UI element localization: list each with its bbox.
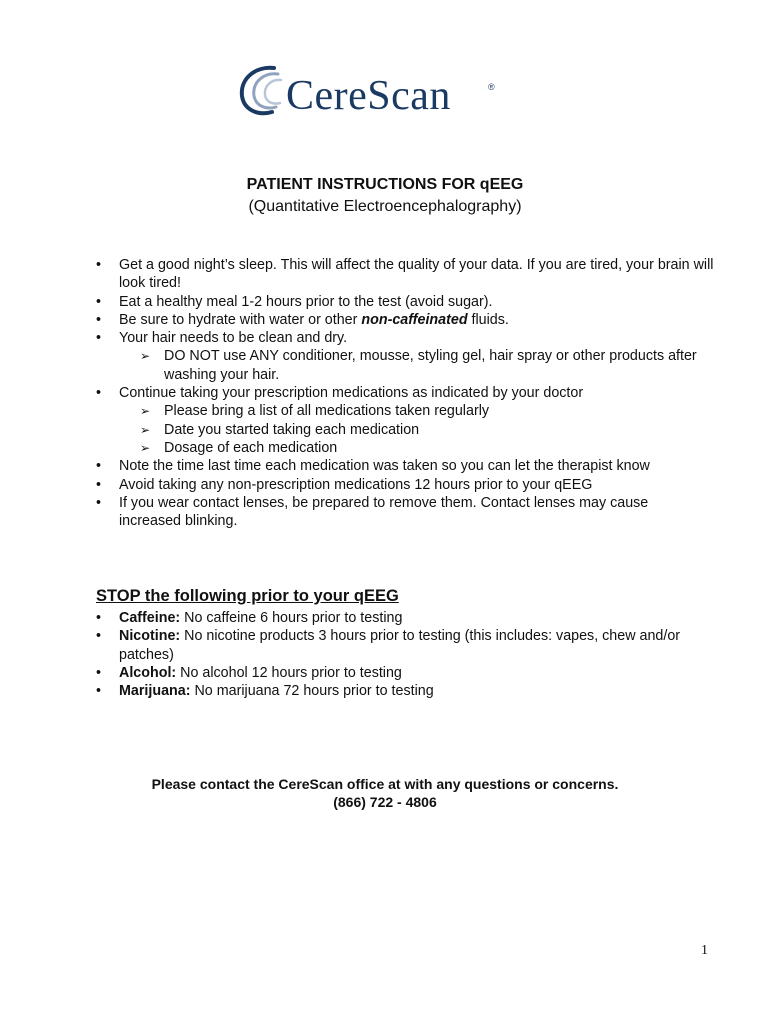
sub-list-item: ➢ Dosage of each medication [94, 439, 714, 457]
list-item: • Your hair needs to be clean and dry. [94, 329, 714, 347]
contact-phone: (866) 722 - 4806 [333, 794, 437, 810]
item-label: Alcohol: [119, 664, 177, 681]
item-label: Nicotine: [119, 628, 181, 645]
list-item [94, 664, 714, 682]
list-item: • Get a good night’s sleep. This will affect the quality of your data. If you are tired, your brain will look tired! [94, 256, 714, 293]
item-label: Marijuana: [119, 683, 191, 700]
list-item [94, 627, 714, 664]
registered-mark: ® [488, 82, 495, 92]
item-text: No marijuana 72 hours prior to testing [190, 683, 434, 700]
stop-section-heading: STOP the following prior to your qEEG [96, 587, 399, 605]
cerescan-logo [234, 60, 504, 122]
logo-wordmark: CereScan [286, 73, 451, 119]
hydrate-text-end: fluids. [467, 311, 509, 328]
list-item: • Eat a healthy meal 1-2 hours prior to the test (avoid sugar). [94, 293, 714, 311]
list-item [94, 682, 714, 700]
page-number: 1 [701, 943, 708, 958]
list-item: • Continue taking your prescription medications as indicated by your doctor [94, 384, 714, 402]
sub-list-item: ➢ DO NOT use ANY conditioner, mousse, styling gel, hair spray or other products after washing your hair. [94, 347, 714, 384]
sub-list-item: ➢ Please bring a list of all medications taken regularly [94, 402, 714, 420]
item-text: No nicotine products 3 hours prior to testing (this includes: vapes, chew and/or patches) [119, 628, 681, 663]
page-title: PATIENT INSTRUCTIONS FOR qEEG [246, 176, 524, 193]
list-item [94, 311, 714, 329]
brain-swirl-icon [234, 60, 294, 122]
item-label: Caffeine: [119, 610, 181, 626]
list-item: • Avoid taking any non-prescription medications 12 hours prior to your qEEG [94, 476, 714, 494]
page-subtitle: (Quantitative Electroencephalography) [248, 198, 522, 215]
instructions-list [94, 256, 714, 530]
contact-block [0, 775, 770, 811]
item-text: No caffeine 6 hours prior to testing [180, 610, 403, 626]
list-item: • Note the time last time each medication was taken so you can let the therapist know [94, 457, 714, 475]
stop-list [94, 609, 714, 700]
contact-text: Please contact the CereScan office at with any questions or concerns. [151, 776, 619, 792]
sub-list-item: ➢ Date you started taking each medication [94, 421, 714, 439]
non-caffeinated-emphasis: non-caffeinated [361, 311, 468, 328]
list-item: • If you wear contact lenses, be prepared to remove them. Contact lenses may cause increased blinking. [94, 494, 714, 531]
list-item [94, 609, 714, 627]
hydrate-text: Be sure to hydrate with water or other [119, 311, 362, 328]
item-text: No alcohol 12 hours prior to testing [176, 664, 402, 681]
